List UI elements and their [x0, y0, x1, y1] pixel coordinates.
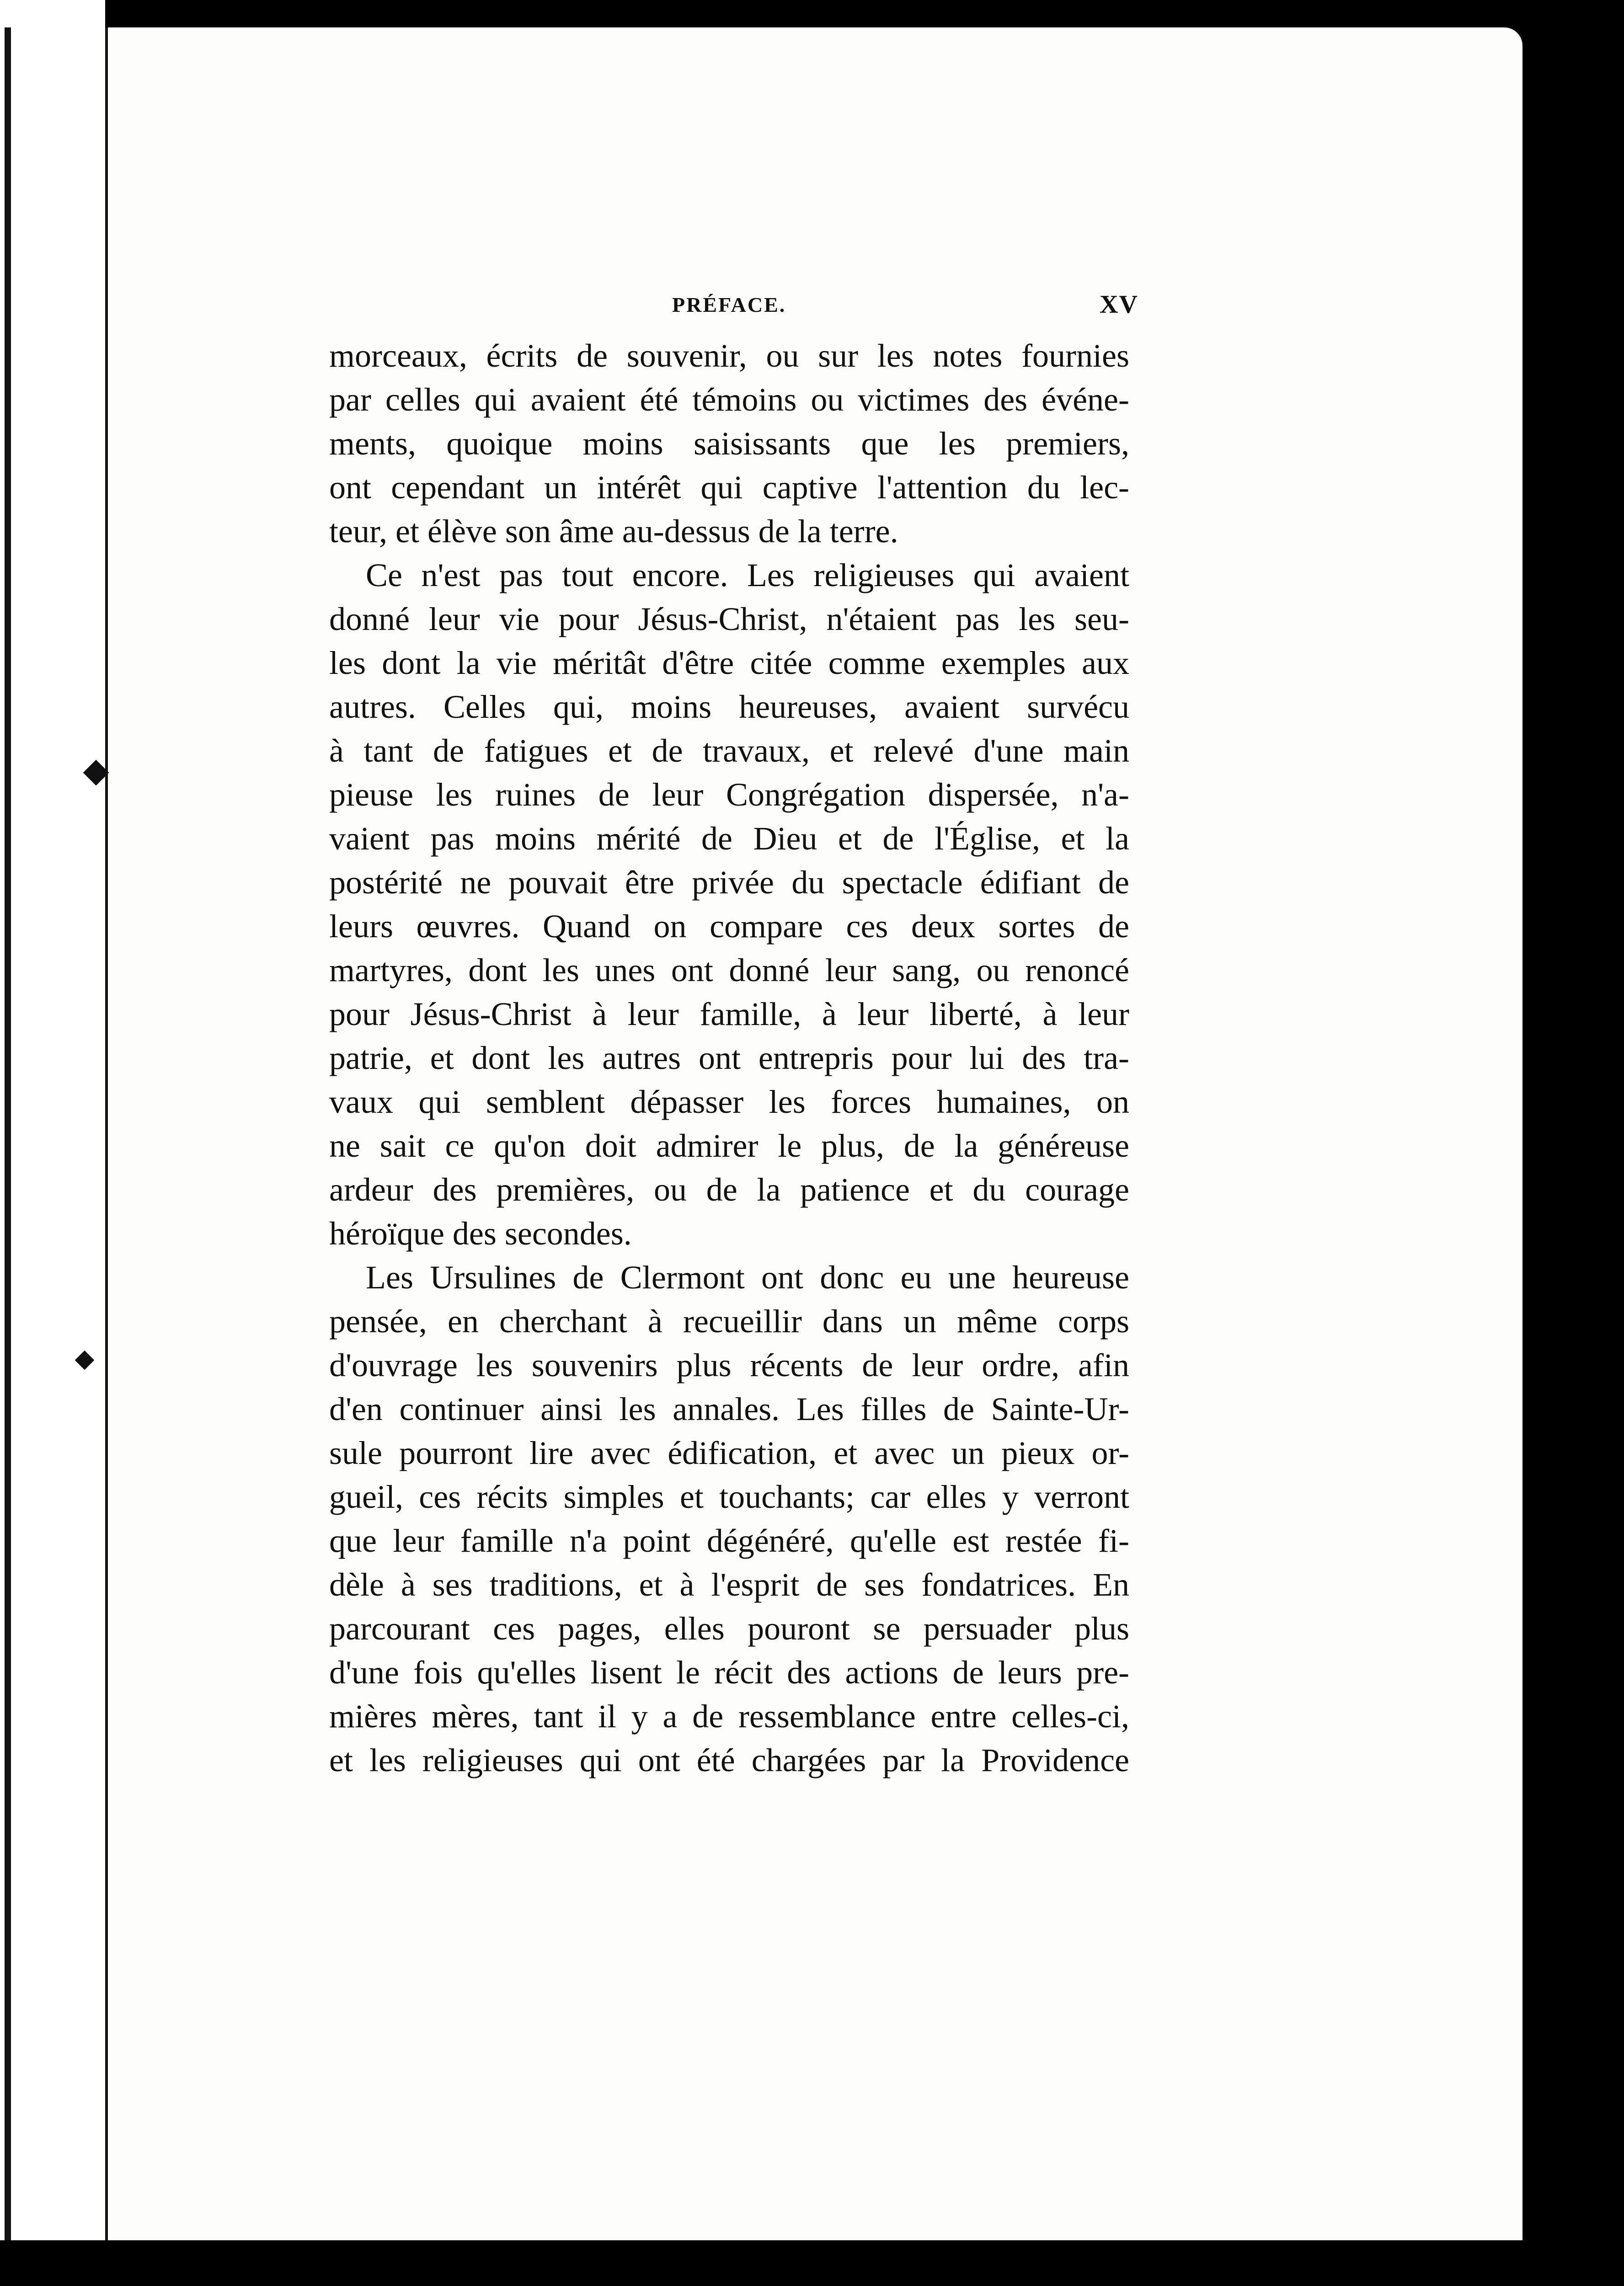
text-line: parcourant ces pages, elles pouront se persuader plus	[329, 1610, 1129, 1647]
paragraph-2	[329, 553, 1129, 1255]
paragraph-1	[329, 334, 1129, 553]
page-inner-edge	[105, 27, 108, 2240]
text-line: mières mères, tant il y a de ressemblance entre celles-ci,	[329, 1698, 1129, 1735]
text-line: ne sait ce qu'on doit admirer le plus, de la généreuse	[329, 1127, 1129, 1164]
binding-gutter	[0, 0, 105, 2286]
text-line: pensée, en cherchant à recueillir dans un même corps	[329, 1303, 1129, 1340]
text-line: Ce n'est pas tout encore. Les religieuses qui avaient	[366, 557, 1129, 593]
text-line: pour Jésus-Christ à leur famille, à leur liberté, à leur	[329, 996, 1129, 1032]
text-line: vaux qui semblent dépasser les forces humaines, on	[329, 1084, 1129, 1120]
text-line: donné leur vie pour Jésus-Christ, n'étaient pas les seu-	[329, 601, 1129, 637]
text-line: ments, quoique moins saisissants que les premiers,	[329, 425, 1129, 462]
text-line: vaient pas moins mérité de Dieu et de l'Église, et la	[329, 820, 1129, 857]
text-line: d'une fois qu'elles lisent le récit des actions de leurs pre-	[329, 1654, 1129, 1691]
text-line: ardeur des premières, ou de la patience et du courage	[329, 1171, 1129, 1208]
paragraph-3	[329, 1255, 1129, 1782]
scan-shadow-bottom	[0, 2240, 1624, 2286]
page-number: XV	[1100, 290, 1138, 319]
text-line: d'en continuer ainsi les annales. Les filles de Sainte-Ur-	[329, 1391, 1129, 1427]
text-line: par celles qui avaient été témoins ou victimes des événe-	[329, 381, 1129, 418]
text-line: dèle à ses traditions, et à l'esprit de ses fondatrices. En	[329, 1566, 1129, 1603]
text-line: gueil, ces récits simples et touchants; car elles y verront	[329, 1479, 1129, 1515]
text-line: Les Ursulines de Clermont ont donc eu une heureuse	[366, 1259, 1129, 1296]
text-line: patrie, et dont les autres ont entrepris pour lui des tra-	[329, 1040, 1129, 1076]
text-line: d'ouvrage les souvenirs plus récents de leur ordre, afin	[329, 1347, 1129, 1383]
text-line: sule pourront lire avec édification, et avec un pieux or-	[329, 1435, 1129, 1471]
page-text-block	[329, 283, 1138, 1782]
running-title: PRÉFACE.	[672, 293, 786, 316]
running-head	[329, 283, 1138, 334]
text-line: leurs œuvres. Quand on compare ces deux sortes de	[329, 908, 1129, 945]
text-line: à tant de fatigues et de travaux, et relevé d'une main	[329, 732, 1129, 769]
text-line: martyres, dont les unes ont donné leur sang, ou renoncé	[329, 952, 1129, 988]
text-line: autres. Celles qui, moins heureuses, avaient survécu	[329, 689, 1129, 725]
text-line: héroïque des secondes.	[329, 1215, 632, 1252]
text-line: que leur famille n'a point dégénéré, qu'elle est restée fi-	[329, 1522, 1129, 1559]
text-line: pieuse les ruines de leur Congrégation dispersée, n'a-	[329, 776, 1129, 813]
text-line: teur, et élève son âme au-dessus de la terre.	[329, 513, 898, 550]
text-line: ont cependant un intérêt qui captive l'attention du lec-	[329, 469, 1129, 506]
text-line: les dont la vie méritât d'être citée comme exemples aux	[329, 645, 1129, 681]
text-line: et les religieuses qui ont été chargées par la Providence	[329, 1742, 1129, 1779]
scan-shadow-right	[1522, 0, 1624, 2286]
text-line: postérité ne pouvait être privée du spectacle édifiant de	[329, 864, 1129, 901]
binding-edge-line	[5, 27, 11, 2268]
text-line: morceaux, écrits de souvenir, ou sur les notes fournies	[329, 337, 1129, 374]
